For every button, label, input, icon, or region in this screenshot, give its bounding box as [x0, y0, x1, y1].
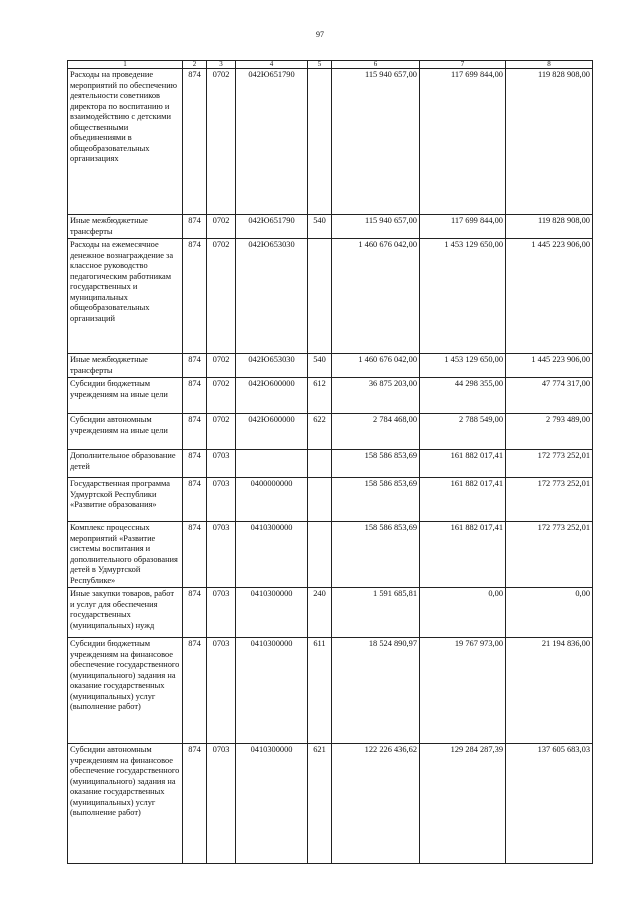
column-header: 8: [506, 61, 593, 69]
row-target-article: 0410300000: [236, 744, 308, 864]
column-header: 2: [183, 61, 207, 69]
row-expense-type: 611: [308, 638, 332, 744]
row-grbs: 874: [183, 215, 207, 239]
row-name: Субсидии автономным учреждениям на финансовое обеспечение государственного (муниципального) задания на оказание государственных (муниципальных) услуг (выполнение работ): [68, 744, 183, 864]
row-amount-year-2: 117 699 844,00: [420, 69, 506, 215]
row-amount-year-3: 1 445 223 906,00: [506, 239, 593, 354]
column-header: 1: [68, 61, 183, 69]
row-razdel: 0702: [207, 414, 236, 450]
row-grbs: 874: [183, 478, 207, 522]
row-expense-type: 621: [308, 744, 332, 864]
row-amount-year-2: 44 298 355,00: [420, 378, 506, 414]
table-row: [68, 239, 593, 354]
row-razdel: 0703: [207, 450, 236, 478]
row-amount-year-1: 158 586 853,69: [332, 522, 420, 588]
row-grbs: 874: [183, 69, 207, 215]
column-header: 7: [420, 61, 506, 69]
row-amount-year-3: 0,00: [506, 588, 593, 638]
row-grbs: 874: [183, 450, 207, 478]
row-razdel: 0703: [207, 588, 236, 638]
row-target-article: 0400000000: [236, 478, 308, 522]
row-name: Дополнительное образование детей: [68, 450, 183, 478]
row-target-article: 0410300000: [236, 638, 308, 744]
row-grbs: 874: [183, 522, 207, 588]
row-amount-year-1: 122 226 436,62: [332, 744, 420, 864]
page-number: 97: [316, 30, 324, 39]
row-amount-year-3: 172 773 252,01: [506, 522, 593, 588]
row-razdel: 0703: [207, 522, 236, 588]
budget-table: [67, 60, 593, 864]
row-name: Иные межбюджетные трансферты: [68, 354, 183, 378]
row-razdel: 0703: [207, 478, 236, 522]
table-row: [68, 588, 593, 638]
column-header: 6: [332, 61, 420, 69]
row-target-article: 042Ю651790: [236, 69, 308, 215]
row-name: Государственная программа Удмуртской Республики «Развитие образования»: [68, 478, 183, 522]
row-amount-year-1: 2 784 468,00: [332, 414, 420, 450]
row-amount-year-2: 19 767 973,00: [420, 638, 506, 744]
row-expense-type: 240: [308, 588, 332, 638]
row-name: Иные закупки товаров, работ и услуг для обеспечения государственных (муниципальных) нужд: [68, 588, 183, 638]
row-target-article: [236, 450, 308, 478]
row-target-article: 0410300000: [236, 588, 308, 638]
row-expense-type: 612: [308, 378, 332, 414]
table-row: [68, 69, 593, 215]
row-expense-type: 540: [308, 354, 332, 378]
row-amount-year-2: 1 453 129 650,00: [420, 354, 506, 378]
row-name: Расходы на проведение мероприятий по обеспечению деятельности советников директора по воспитанию и взаимодействию с детскими общественными объединениями в общеобразовательных организациях: [68, 69, 183, 215]
row-razdel: 0702: [207, 215, 236, 239]
row-amount-year-1: 1 460 676 042,00: [332, 354, 420, 378]
row-amount-year-2: 1 453 129 650,00: [420, 239, 506, 354]
row-amount-year-3: 137 605 683,03: [506, 744, 593, 864]
table-row: [68, 414, 593, 450]
row-target-article: 042Ю600000: [236, 414, 308, 450]
column-number-row: [68, 61, 593, 69]
column-header: 5: [308, 61, 332, 69]
row-grbs: 874: [183, 239, 207, 354]
row-grbs: 874: [183, 588, 207, 638]
row-name: Субсидии бюджетным учреждениям на иные цели: [68, 378, 183, 414]
row-amount-year-1: 18 524 890,97: [332, 638, 420, 744]
row-razdel: 0703: [207, 744, 236, 864]
table-row: [68, 450, 593, 478]
row-expense-type: 622: [308, 414, 332, 450]
row-amount-year-1: 115 940 657,00: [332, 215, 420, 239]
row-expense-type: [308, 239, 332, 354]
row-target-article: 0410300000: [236, 522, 308, 588]
row-amount-year-2: 129 284 287,39: [420, 744, 506, 864]
row-amount-year-2: 161 882 017,41: [420, 450, 506, 478]
row-expense-type: [308, 69, 332, 215]
row-name: Иные межбюджетные трансферты: [68, 215, 183, 239]
column-header: 3: [207, 61, 236, 69]
row-amount-year-3: 119 828 908,00: [506, 69, 593, 215]
row-razdel: 0703: [207, 638, 236, 744]
table-row: [68, 744, 593, 864]
row-amount-year-3: 119 828 908,00: [506, 215, 593, 239]
table-row: [68, 215, 593, 239]
row-grbs: 874: [183, 354, 207, 378]
table-row: [68, 638, 593, 744]
row-amount-year-1: 1 591 685,81: [332, 588, 420, 638]
row-amount-year-1: 158 586 853,69: [332, 478, 420, 522]
row-target-article: 042Ю651790: [236, 215, 308, 239]
row-amount-year-3: 1 445 223 906,00: [506, 354, 593, 378]
row-amount-year-3: 172 773 252,01: [506, 478, 593, 522]
row-expense-type: [308, 522, 332, 588]
row-amount-year-3: 47 774 317,00: [506, 378, 593, 414]
table-row: [68, 522, 593, 588]
row-grbs: 874: [183, 638, 207, 744]
row-expense-type: [308, 450, 332, 478]
row-razdel: 0702: [207, 354, 236, 378]
row-name: Субсидии автономным учреждениям на иные цели: [68, 414, 183, 450]
row-amount-year-2: 2 788 549,00: [420, 414, 506, 450]
row-amount-year-2: 0,00: [420, 588, 506, 638]
row-name: Субсидии бюджетным учреждениям на финансовое обеспечение государственного (муниципального) задания на оказание государственных (муниципальных) услуг (выполнение работ): [68, 638, 183, 744]
row-grbs: 874: [183, 744, 207, 864]
table-row: [68, 478, 593, 522]
row-amount-year-1: 158 586 853,69: [332, 450, 420, 478]
row-name: Комплекс процессных мероприятий «Развитие системы воспитания и дополнительного образования детей в Удмуртской Республике»: [68, 522, 183, 588]
row-amount-year-3: 172 773 252,01: [506, 450, 593, 478]
table-row: [68, 354, 593, 378]
row-amount-year-3: 2 793 489,00: [506, 414, 593, 450]
row-target-article: 042Ю653030: [236, 354, 308, 378]
row-amount-year-1: 115 940 657,00: [332, 69, 420, 215]
row-razdel: 0702: [207, 69, 236, 215]
row-amount-year-1: 36 875 203,00: [332, 378, 420, 414]
row-amount-year-2: 117 699 844,00: [420, 215, 506, 239]
row-expense-type: [308, 478, 332, 522]
row-amount-year-2: 161 882 017,41: [420, 522, 506, 588]
row-target-article: 042Ю600000: [236, 378, 308, 414]
row-amount-year-1: 1 460 676 042,00: [332, 239, 420, 354]
column-header: 4: [236, 61, 308, 69]
row-grbs: 874: [183, 378, 207, 414]
row-expense-type: 540: [308, 215, 332, 239]
table-row: [68, 378, 593, 414]
row-grbs: 874: [183, 414, 207, 450]
row-amount-year-2: 161 882 017,41: [420, 478, 506, 522]
row-razdel: 0702: [207, 239, 236, 354]
row-razdel: 0702: [207, 378, 236, 414]
row-amount-year-3: 21 194 836,00: [506, 638, 593, 744]
row-target-article: 042Ю653030: [236, 239, 308, 354]
row-name: Расходы на ежемесячное денежное вознаграждение за классное руководство педагогическим работникам государственных и муниципальных общеобразовательных организаций: [68, 239, 183, 354]
